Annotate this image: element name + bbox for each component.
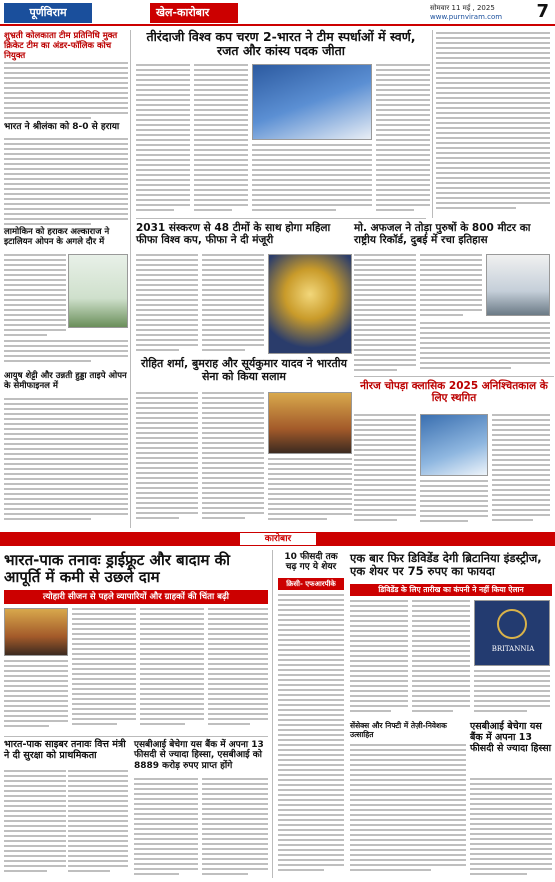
section-tab: खेल-कारोबार [150, 3, 238, 23]
britannia-logo-text: BRITANNIA [491, 645, 535, 653]
headline-dryfruit: भारत-पाक तनावः ड्राईफ्रूट और बादाम की आपूर्ति में कमी से उछले दाम [4, 551, 231, 586]
story-sbi-right-body [470, 778, 552, 878]
story-britannia-body-2 [412, 600, 470, 718]
story-afzal-body-2 [420, 254, 482, 320]
column-divider-biz [272, 550, 273, 878]
story-badminton-body [4, 398, 128, 526]
headline-hockey: भारत ने श्रीलंका को 8-0 से हराया [4, 122, 120, 132]
headline-afzal: मो. अफजल ने तोड़ा पुरुषों के 800 मीटर का राष्ट्रीय रिकॉर्ड, दुबई में रचा इतिहास [354, 222, 531, 247]
column-divider [130, 30, 131, 528]
story-afzal-body-1 [354, 254, 416, 374]
headline-badminton: आयुष शेट्टी और उन्नती हुड्डा ताइपे ओपन के सेमीफाइनल में [4, 371, 127, 391]
headline-archery: तीरंदाजी विश्व कप चरण 2-भारत ने टीम स्पर्धाओं में स्वर्ण, रजत और कांस्य पदक जीता [146, 29, 416, 59]
story-alcaraz-body-2 [4, 340, 128, 368]
column-divider-right [432, 30, 433, 218]
story-sbi-main-body-2 [202, 778, 268, 878]
dryfruit-subhead: त्योहारी सीजन से पहले व्यापारियों और ग्राहकों की चिंता बढ़ी [4, 590, 268, 604]
headline-rohit: रोहित शर्मा, बुमराह और सूर्यकुमार यादव ने भारतीय सेना को किया सलाम [140, 357, 348, 383]
archery-team-photo [252, 64, 372, 140]
page-number: 7 [536, 1, 549, 22]
headline-coach: शुभ्रती कोलकाता टीम प्रतिनिधि मुक्त क्रिकेट टीम का अंडर-फॉलिक कोच नियुक्त [4, 31, 118, 61]
section-divider-cyber [4, 736, 268, 737]
headline-sbi-right: एसबीआई बेचेगा यस बैंक में अपना 13 फीसदी से ज्यादा हिस्सा [470, 721, 552, 754]
section-divider [136, 218, 426, 219]
story-dryfruit-body-4 [208, 608, 268, 732]
story-dryfruit-body-1 [4, 660, 68, 732]
story-britannia-body-1 [350, 600, 408, 718]
story-coach-body [4, 62, 128, 120]
story-archery-body-2 [194, 64, 248, 214]
masthead [0, 0, 555, 26]
story-britannia-body-3 [474, 670, 550, 718]
story-rohit-body-3 [268, 458, 352, 526]
story-cyber-body-2 [68, 770, 128, 878]
stocks-tag: क्रिसी- एफआरपीके [278, 578, 344, 590]
story-rohit-body-1 [136, 392, 198, 526]
story-sbi-main-body-1 [134, 778, 198, 878]
story-rohit-body-2 [202, 392, 264, 526]
story-archery-body-1 [136, 64, 190, 214]
issue-date: सोमवार 11 मई , 2025 [430, 4, 495, 12]
story-neeraj-body-1 [354, 414, 416, 526]
story-dryfruit-body-2 [72, 608, 136, 732]
story-alcaraz-body [4, 254, 66, 338]
britannia-emblem-icon [497, 609, 527, 639]
story-archery-body-3 [252, 144, 372, 214]
story-afzal-body-3 [420, 322, 550, 374]
story-sensex-body [350, 744, 466, 878]
alcaraz-photo [68, 254, 128, 328]
story-right-top [436, 32, 550, 218]
headline-sensex: सेंसेक्स और निफ्टी में तेज़ी-निवेशक उत्साहित [350, 721, 447, 739]
newspaper-brand: पूर्णविराम [4, 3, 92, 23]
headline-fifa: 2031 संस्करण से 48 टीमों के साथ होगा महिला फीफा विश्व कप, फीफा ने दी मंजूरी [136, 222, 331, 247]
story-stocks-body [278, 594, 344, 878]
afzal-photo [486, 254, 550, 316]
dryfruit-photo [4, 608, 68, 656]
britannia-subhead: डिविडेंड के लिए तारीख का कंपनी ने नहीं किया ऐलान [350, 584, 552, 596]
story-fifa-body-1 [136, 254, 198, 354]
story-hockey-body [4, 138, 128, 226]
site-url: www.purnviram.com [430, 13, 503, 21]
story-neeraj-body-2 [492, 414, 550, 526]
section-divider-right [354, 376, 554, 377]
britannia-logo [474, 600, 550, 666]
fifa-trophy-photo [268, 254, 352, 354]
story-archery-body-4 [376, 64, 430, 214]
story-neeraj-body-3 [420, 480, 488, 526]
rohit-photo [268, 392, 352, 454]
story-cyber-body-1 [4, 770, 66, 878]
neeraj-photo [420, 414, 488, 476]
story-dryfruit-body-3 [140, 608, 204, 732]
headline-stocks: 10 फीसदी तक चढ़ गए ये शेयर [284, 552, 338, 573]
headline-neeraj: नीरज चोपड़ा क्लासिक 2025 अनिश्चितकाल के लिए स्थगित [360, 380, 548, 405]
business-section-label: कारोबार [240, 533, 316, 545]
headline-britannia: एक बार फिर डिविडेंड देगी ब्रिटानिया इंडस्ट्रीज, एक शेयर पर 75 रुपए का फायदा [350, 551, 542, 579]
headline-sbi-main: एसबीआई बेचेगा यस बैंक में अपना 13 फीसदी से ज्यादा हिस्सा, एसबीआई को 8889 करोड़ रुपए प्राप्त होंगे [134, 740, 264, 771]
story-fifa-body-2 [202, 254, 264, 354]
headline-cyber: भारत-पाक साइबर तनावः वित्त मंत्री ने दी सुरक्षा को प्राथमिकता [4, 739, 126, 761]
headline-alcaraz: लामोकिन को हराकर अल्काराज ने इटालियन ओपन के अगले दौर में [4, 227, 110, 247]
